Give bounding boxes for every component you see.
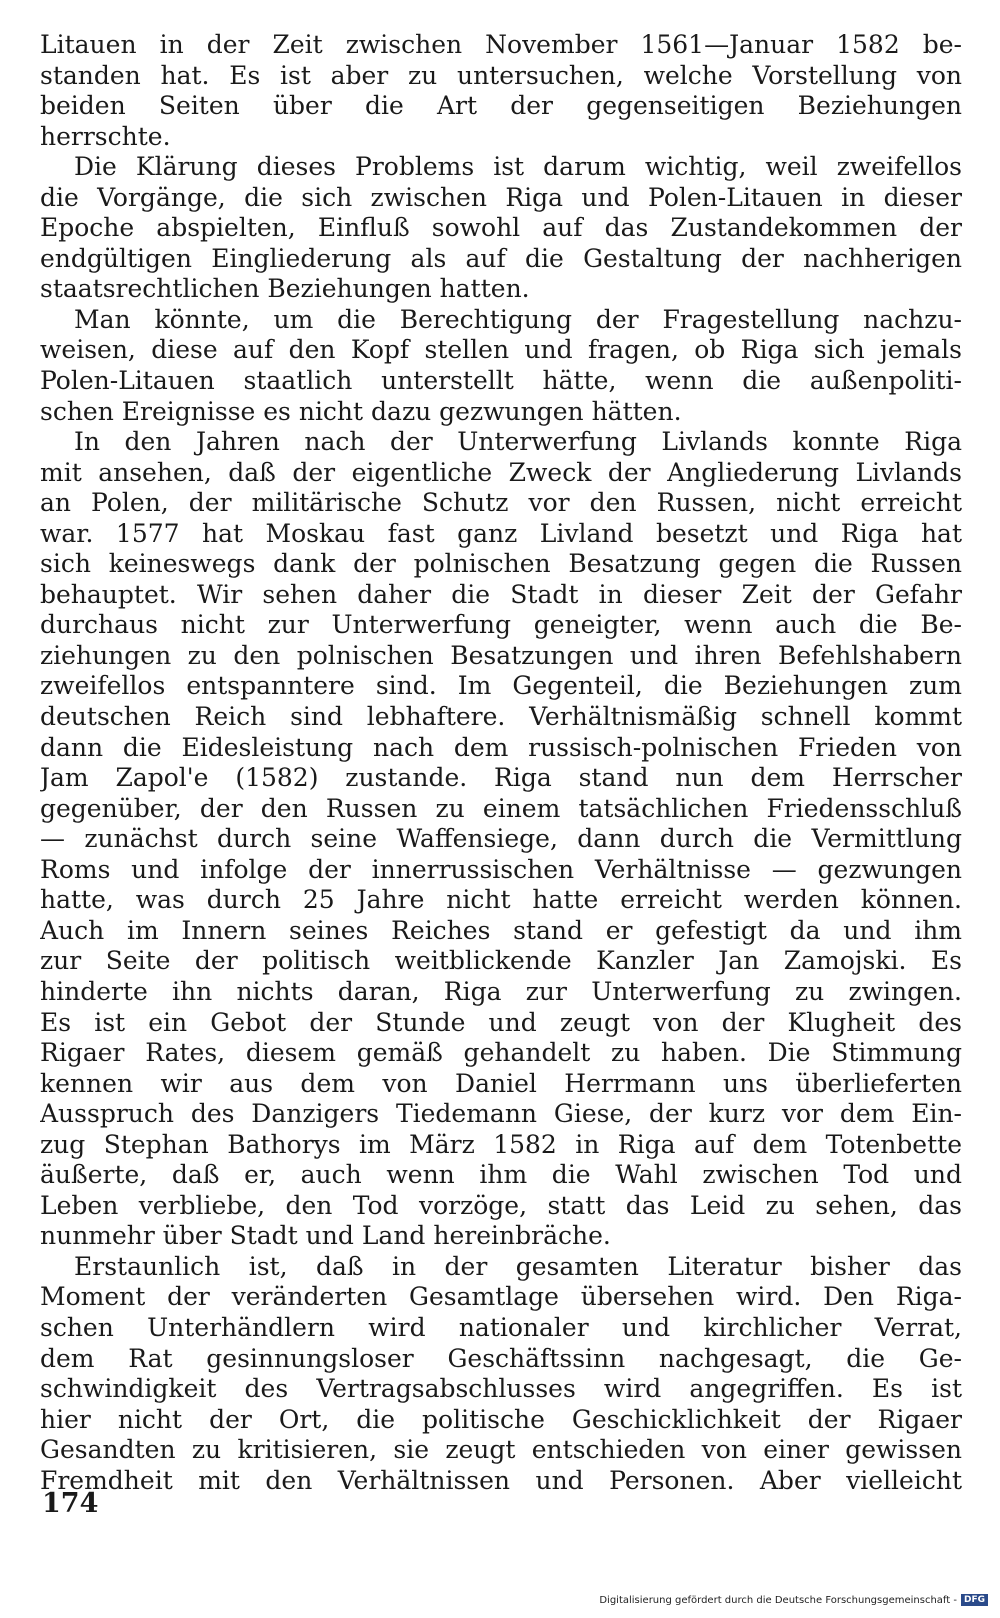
text-line: Roms und infolge der innerrussischen Verhältnisse — gezwungen [40, 854, 962, 884]
text-line: äußerte, daß er, auch wenn ihm die Wahl zwischen Tod und [40, 1160, 962, 1190]
text-line: Jam Zapol'e (1582) zustande. Riga stand nun dem Herrscher [40, 763, 962, 793]
text-line: endgültigen Eingliederung als auf die Gestaltung der nachherigen [40, 243, 962, 273]
text-line: Ausspruch des Danzigers Tiedemann Giese, der kurz vor dem Ein- [40, 1099, 962, 1129]
text-line: Polen-Litauen staatlich unterstellt hätte, wenn die außenpoliti- [40, 366, 962, 396]
text-line: Moment der veränderten Gesamtlage übersehen wird. Den Riga- [40, 1282, 962, 1312]
text-line: nunmehr über Stadt und Land hereinbräche. [40, 1221, 611, 1251]
text-line: zur Seite der politisch weitblickende Kanzler Jan Zamojski. Es [40, 946, 962, 976]
text-line: Gesandten zu kritisieren, sie zeugt entschieden von einer gewissen [40, 1435, 962, 1465]
footer-text: Digitalisierung gefördert durch die Deutsche Forschungsgemeinschaft - [599, 1594, 957, 1606]
text-line: die Vorgänge, die sich zwischen Riga und Polen-Litauen in dieser [40, 182, 962, 212]
text-line: war. 1577 hat Moskau fast ganz Livland besetzt und Riga hat [40, 518, 962, 548]
text-line: ziehungen zu den polnischen Besatzungen und ihren Befehlshabern [40, 640, 962, 670]
text-line: zug Stephan Bathorys im März 1582 in Riga auf dem Totenbette [40, 1129, 962, 1159]
text-line: Epoche abspielten, Einfluß sowohl auf das Zustandekommen der [40, 213, 962, 243]
text-line: herrschte. [40, 121, 171, 151]
digitization-footer [599, 1594, 988, 1606]
text-line: beiden Seiten über die Art der gegenseitigen Beziehungen [40, 91, 962, 121]
text-line: hier nicht der Ort, die politische Geschicklichkeit der Rigaer [40, 1404, 962, 1434]
text-line: standen hat. Es ist aber zu untersuchen, welche Vorstellung von [40, 60, 962, 90]
text-line: Leben verbliebe, den Tod vorzöge, statt das Leid zu sehen, das [40, 1190, 962, 1220]
text-line: an Polen, der militärische Schutz vor den Russen, nicht erreicht [40, 488, 962, 518]
text-line: Es ist ein Gebot der Stunde und zeugt von der Klugheit des [40, 1007, 962, 1037]
text-line: Fremdheit mit den Verhältnissen und Personen. Aber vielleicht [40, 1465, 962, 1495]
text-line: sich keineswegs dank der polnischen Besatzung gegen die Russen [40, 549, 962, 579]
text-line: schen Unterhändlern wird nationaler und kirchlicher Verrat, [40, 1312, 962, 1342]
text-line: Rigaer Rates, diesem gemäß gehandelt zu haben. Die Stimmung [40, 1038, 962, 1068]
text-line: Erstaunlich ist, daß in der gesamten Literatur bisher das [74, 1251, 962, 1281]
text-line: dem Rat gesinnungsloser Geschäftssinn nachgesagt, die Ge- [40, 1343, 962, 1373]
text-line: hinderte ihn nichts daran, Riga zur Unterwerfung zu zwingen. [40, 976, 962, 1006]
text-line: gegenüber, der den Russen zu einem tatsächlichen Friedensschluß [40, 793, 962, 823]
text-line: Die Klärung dieses Problems ist darum wichtig, weil zweifellos [74, 152, 962, 182]
text-line: Auch im Innern seines Reiches stand er gefestigt da und ihm [40, 915, 962, 945]
page-number: 174 [42, 1488, 99, 1519]
text-line: behauptet. Wir sehen daher die Stadt in dieser Zeit der Gefahr [40, 579, 962, 609]
text-line: mit ansehen, daß der eigentliche Zweck der Angliederung Livlands [40, 457, 962, 487]
text-line: schen Ereignisse es nicht dazu gezwungen hätten. [40, 396, 682, 426]
dfg-logo: DFG [961, 1594, 988, 1606]
text-line: dann die Eidesleistung nach dem russisch-polnischen Frieden von [40, 732, 962, 762]
text-line: Litauen in der Zeit zwischen November 1561—Januar 1582 be- [40, 30, 962, 59]
text-line: zweifellos entspanntere sind. Im Gegenteil, die Beziehungen zum [40, 671, 962, 701]
text-line: schwindigkeit des Vertragsabschlusses wird angegriffen. Es ist [40, 1374, 962, 1404]
text-line: kennen wir aus dem von Daniel Herrmann uns überlieferten [40, 1068, 962, 1098]
text-line: In den Jahren nach der Unterwerfung Livlands konnte Riga [74, 427, 962, 457]
text-line: staatsrechtlichen Beziehungen hatten. [40, 274, 530, 304]
text-line: Man könnte, um die Berechtigung der Fragestellung nachzu- [74, 304, 962, 334]
text-line: — zunächst durch seine Waffensiege, dann durch die Vermittlung [40, 824, 962, 854]
text-line: weisen, diese auf den Kopf stellen und fragen, ob Riga sich jemals [40, 335, 962, 365]
text-line: hatte, was durch 25 Jahre nicht hatte erreicht werden können. [40, 885, 962, 915]
text-line: deutschen Reich sind lebhaftere. Verhältnismäßig schnell kommt [40, 702, 962, 732]
document-body [40, 30, 962, 1496]
text-line: durchaus nicht zur Unterwerfung geneigter, wenn auch die Be- [40, 610, 962, 640]
